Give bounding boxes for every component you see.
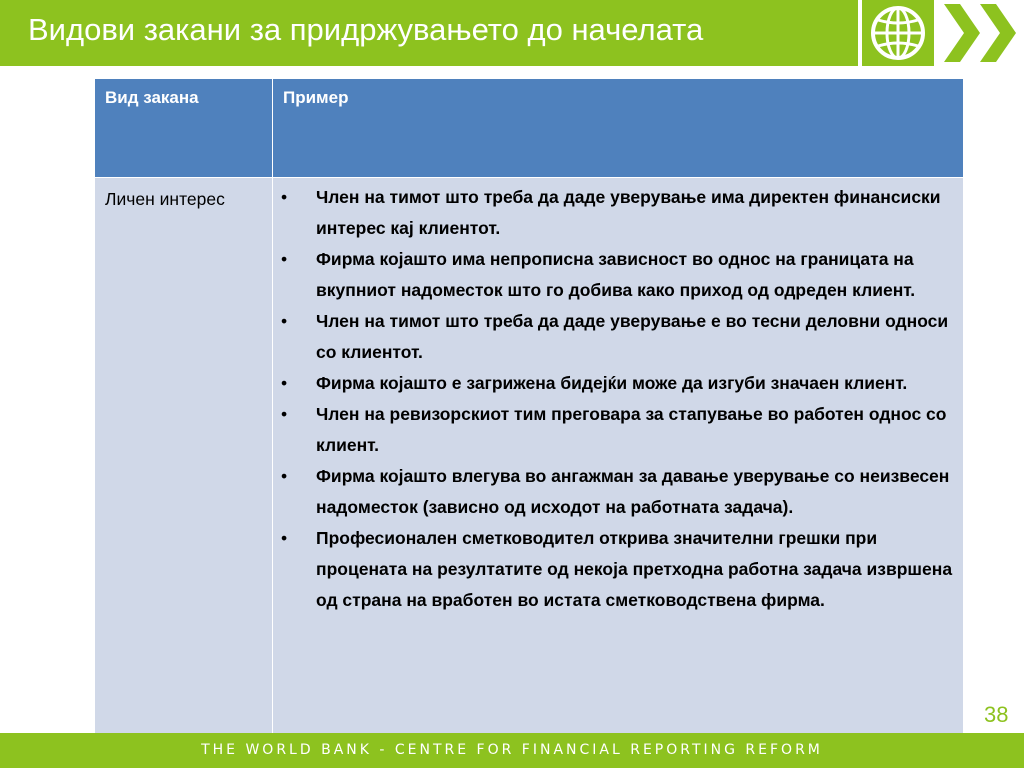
example-text: Професионален сметководител открива значителни грешки при процената на резултатите од некоја претходна работна задача извршена од страна на вработен во истата сметководствена фирма.: [316, 528, 953, 610]
threats-table: [94, 78, 964, 745]
bullet-icon: •: [281, 187, 288, 207]
example-text: Член на ревизорскиот тим преговара за стапување во работен однос со клиент.: [316, 404, 947, 455]
bullet-icon: •: [281, 528, 288, 548]
examples-cell: [273, 178, 964, 745]
bullet-icon: •: [281, 249, 288, 269]
example-text: Член на тимот што треба да даде уверување е во тесни деловни односи со клиентот.: [316, 311, 949, 362]
slide-title: Видови закани за придржувањето до начелата: [28, 12, 704, 47]
table-row: [95, 178, 964, 745]
footer-text: THE WORLD BANK - CENTRE FOR FINANCIAL REPORTING REFORM: [201, 742, 823, 758]
example-text: Фирма којашто е загрижена бидејќи може да изгуби значаен клиент.: [316, 373, 908, 393]
example-text: Член на тимот што треба да даде уверување има директен финансиски интерес кај клиентот.: [316, 187, 941, 238]
title-bar: [0, 0, 858, 66]
page-number: 38: [984, 702, 1009, 727]
bullet-icon: •: [281, 404, 288, 424]
globe-icon: [868, 3, 928, 63]
list-item: [279, 244, 955, 306]
list-item: [279, 182, 955, 244]
chevrons-icon: [940, 0, 1024, 66]
list-item: [279, 306, 955, 368]
table-header-row: [95, 79, 964, 178]
list-item: [279, 523, 955, 616]
example-text: Фирма којашто има непрописна зависност во однос на границата на вкупниот надоместок што го добива како приход од одреден клиент.: [316, 249, 916, 300]
bullet-icon: •: [281, 466, 288, 486]
examples-list: [279, 182, 955, 616]
header-threat-type: Вид закана: [95, 79, 273, 178]
footer-bar: [0, 733, 1024, 768]
header-example: Пример: [273, 79, 964, 178]
list-item: [279, 368, 955, 399]
example-text: Фирма којашто влегува во ангажман за давање уверување со неизвесен надоместок (зависно од исходот на работната задача).: [316, 466, 950, 517]
world-bank-logo: [862, 0, 934, 66]
list-item: [279, 399, 955, 461]
list-item: [279, 461, 955, 523]
bullet-icon: •: [281, 373, 288, 393]
threat-type-cell: Личен интерес: [95, 178, 273, 745]
bullet-icon: •: [281, 311, 288, 331]
